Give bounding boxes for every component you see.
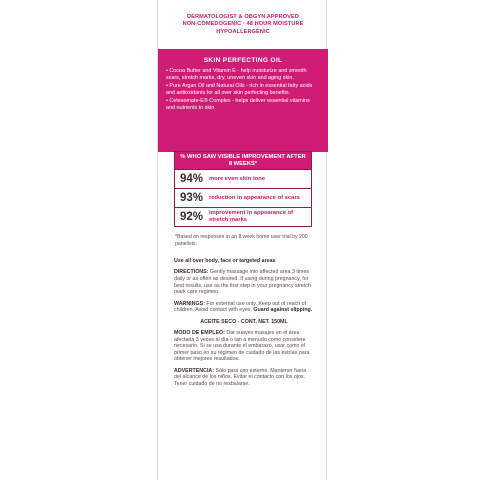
result-percent: 93% <box>180 192 204 204</box>
results-table <box>174 151 312 227</box>
result-row <box>175 207 311 226</box>
results-footnote: *Based on responses in an 8 week home user trial by 200 panelists. <box>175 234 308 247</box>
result-text: more even skin tone <box>209 175 266 182</box>
benefits-banner <box>158 49 328 152</box>
directions-text: Gently massage into affected area 3 times daily or as often as desired. If using during pregnancy, for best results, use as the first step in your pregnancy stretch mark care regimen. <box>174 269 311 296</box>
benefit-list <box>166 68 320 111</box>
claim-line: NON-COMEDOGENIC · 48 HOUR MOISTURE <box>182 21 304 28</box>
result-text: improvement in appearance of stretch marks <box>209 210 294 223</box>
advertencia-paragraph <box>174 368 314 388</box>
result-row <box>175 169 311 188</box>
advertencia-text: Sólo para uso externo. Mantener fuera del alcance de los niños. Evitar el contacto con los ojos. Tener cuidado de no resbalarse. <box>174 367 307 387</box>
modo-text: Dar suaves masajes en el área afectada 3 veces al día o tan a menudo como considere necesario. Si se usa durante el embarazo, usar como el primer paso en su régimen de cuidado de las estrías para obtener mejores resultados. <box>174 329 310 363</box>
usage-info <box>174 258 314 392</box>
result-text: reduction in appearance of scars <box>209 194 300 201</box>
warnings-label: WARNINGS: <box>174 300 205 307</box>
warnings-paragraph <box>174 301 314 314</box>
modo-label: MODO DE EMPLEO: <box>174 329 225 336</box>
result-percent: 92% <box>180 211 204 223</box>
advertencia-label: ADVERTENCIA: <box>174 367 215 374</box>
product-claims <box>166 14 320 36</box>
benefit-item: • Cetesomate-E® Complex - helps deliver essential vitamins and nutrients to skin. <box>166 98 310 111</box>
modo-paragraph <box>174 330 314 363</box>
result-percent: 94% <box>180 173 204 185</box>
product-label-panel <box>157 0 327 480</box>
warnings-text: For external use only. Keep out of reach of children. Avoid contact with eyes. <box>174 300 307 314</box>
result-row <box>175 188 311 207</box>
results-header: % WHO SAW VISIBLE IMPROVEMENT AFTER 8 WEEKS* <box>175 152 311 169</box>
directions-paragraph <box>174 269 314 295</box>
directions-label: DIRECTIONS: <box>174 269 209 276</box>
benefit-item: • Pure Argan Oil and Natural Oils - rich in essential fatty acids and antioxidants for all over skin perfecting benefits. <box>166 83 313 96</box>
warnings-emphasis: Guard against slipping. <box>253 307 313 314</box>
claim-line: HYPOALLERGENIC <box>216 28 270 35</box>
spanish-title: ACEITE SECO - CONT. NET. 150ML <box>200 318 288 325</box>
claim-line: DERMATOLOGIST & OBGYN APPROVED <box>187 14 299 20</box>
usage-heading: Use all over body, face or targeted areas <box>174 258 276 264</box>
benefit-item: • Cocoa Butter and Vitamin E - help moisturize and smooth scars, stretch marks, dry, uneven skin and aging skin. <box>166 68 307 81</box>
product-title: SKIN PERFECTING OIL <box>203 57 283 64</box>
